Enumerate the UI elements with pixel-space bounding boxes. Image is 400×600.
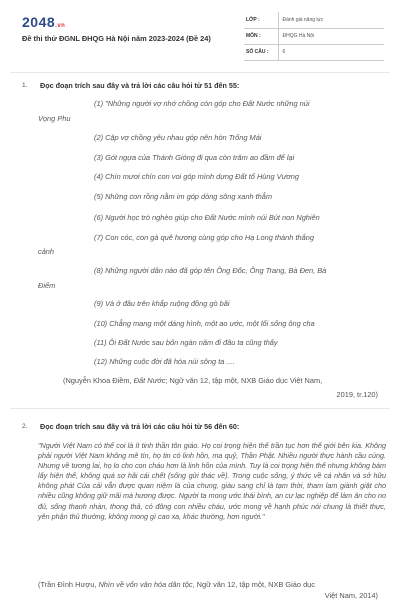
poem-line: cảnh: [38, 247, 55, 256]
question-heading: Đọc đoạn trích sau đây và trả lời các câu hỏi từ 56 đến 60:: [40, 422, 240, 431]
passage-paragraph: "Người Việt Nam có thể coi là ít tinh thần tôn giáo. Họ coi trọng hiện thế trần tục hơn thế giới bên kia. Không phải người Việt Nam không mê tín, họ tin có linh hồn, ma quỷ, Thần Phật. Nhiều người thực hành cầu cúng. Nhưng về tương lai, họ lo cho con cháu hơn là linh hồn của mình. Tuy là coi trọng hiện thế nhưng không bám lấy hiện thế, không quá sợ hãi cái chết (sống gửi thác về). Trong cuộc sống, ý thức về cá nhân và sở hữu không phát Của cải vẫn được quan niệm là của chung, giàu sang chỉ là tạm thời, tham lam giành giật cho nhiều cũng không giữ mãi mà hương được. Người ta mong ước thái bình, an cư lạc nghiệp để làm ăn cho no đủ, sống thanh nhàn, thong thả, có đông con nhiều cháu, ước mong về hạnh phúc nói chung là thiết thực, yên phận thủ thường, không mong gì cao xa, khác thường, hơn người.": [38, 441, 386, 521]
poem-line: (1) "Những người vợ nhớ chồng còn góp cho Đất Nước những núi: [94, 99, 310, 108]
poem-line: (2) Cặp vợ chồng yêu nhau góp nên hòn Trống Mái: [94, 133, 262, 142]
question-heading: Đọc đoạn trích sau đây và trả lời các câu hỏi từ 51 đến 55:: [40, 81, 240, 90]
source-title: Nhìn về vốn văn hóa dân tộc: [98, 580, 193, 589]
info-row-count: [244, 44, 384, 60]
logo-main: 2048: [22, 14, 56, 30]
poem-line: (3) Gót ngựa của Thánh Gióng đi qua còn trăm ao đầm để lại: [94, 153, 295, 162]
question-number: 2.: [22, 423, 28, 430]
source-citation-line2: Việt Nam, 2014): [324, 591, 378, 600]
info-value: 6: [278, 44, 384, 60]
site-logo[interactable]: [22, 14, 65, 30]
source-author: (Trần Đình Hượu,: [38, 580, 99, 589]
logo-suffix: .vn: [55, 23, 66, 29]
source-citation: [38, 580, 315, 589]
poem-line: (4) Chín mươi chín con voi góp mình dựng Đất tổ Hùng Vương: [94, 172, 299, 181]
poem-line: (5) Những con rồng nằm im góp dòng sông xanh thẳm: [94, 192, 273, 201]
source-author: (Nguyễn Khoa Điềm,: [63, 376, 134, 385]
poem-line: Điểm: [38, 281, 56, 290]
poem-line: (9) Và ở đâu trên khắp ruộng đồng gò bãi: [94, 299, 230, 308]
info-row-subject: [244, 28, 384, 44]
poem-line: Vọng Phu: [38, 114, 71, 123]
poem-line: (6) Người học trò nghèo giúp cho Đất Nước mình núi Bút non Nghiên: [94, 213, 320, 222]
poem-line: (7) Con cóc, con gà quê hương cùng góp cho Hạ Long thành thắng: [94, 233, 314, 242]
poem-line: (8) Những người dân nào đã góp tên Ông Đốc, Ông Trang, Bà Đen, Bà: [94, 266, 327, 275]
poem-line: (10) Chẳng mang một dáng hình, một ao ước, một lối sống ông cha: [94, 319, 315, 328]
info-value: Đánh giá năng lực: [278, 12, 384, 28]
page-header: [0, 0, 400, 70]
question-number: 1.: [22, 82, 28, 89]
source-publication: , Ngữ văn 12, tập một, NXB Giáo dục: [192, 580, 315, 589]
exam-info-table: [244, 12, 384, 61]
info-value: ĐHQG Hà Nội: [278, 28, 384, 44]
header-divider: [10, 72, 390, 73]
info-label: MÔN :: [244, 28, 278, 44]
source-citation: [63, 376, 322, 385]
poem-line: (12) Những cuộc đời đã hóa núi sông ta ....: [94, 357, 235, 366]
info-row-class: [244, 12, 384, 28]
source-publication: ; Ngữ văn 12, tập một, NXB Giáo dục Việt Nam,: [165, 376, 323, 385]
info-label: LỚP :: [244, 12, 278, 28]
source-title: Đất Nước: [133, 376, 166, 385]
exam-title: Đề thi thử ĐGNL ĐHQG Hà Nội năm 2023-2024 (Đề 24): [22, 34, 211, 43]
info-label: SỐ CÂU :: [244, 44, 278, 60]
source-citation-line2: 2019, tr.120): [336, 390, 378, 399]
poem-line: (11) Ôi Đất Nước sau bốn ngàn năm đi đâu ta cũng thấy: [94, 338, 278, 347]
section-divider: [10, 408, 390, 409]
